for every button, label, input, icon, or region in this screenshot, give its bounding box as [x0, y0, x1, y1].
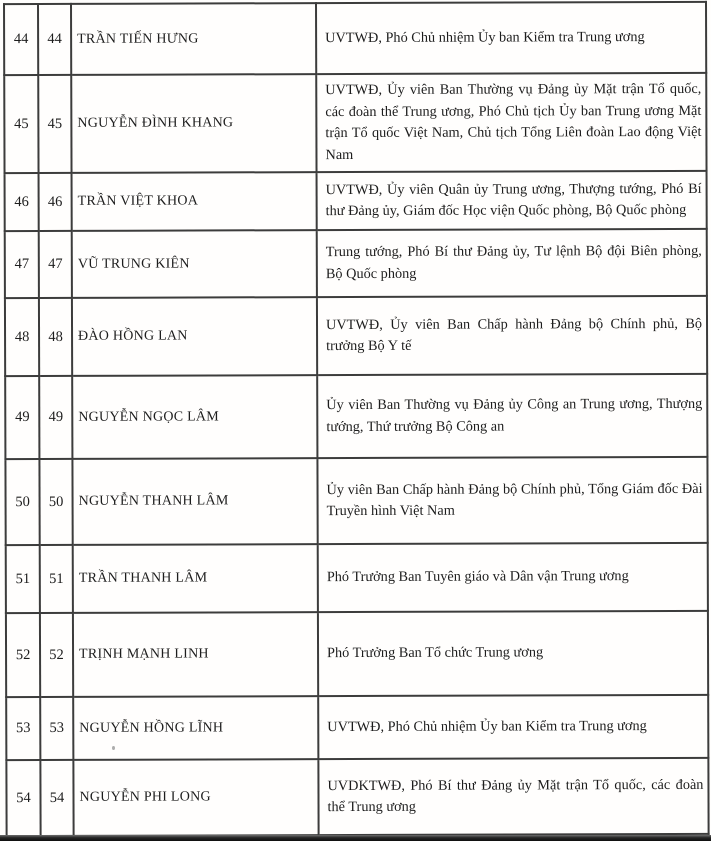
ordinal-cell: 46 [5, 173, 39, 231]
name-cell: ĐÀO HỒNG LAN [72, 297, 317, 376]
roster-table [3, 1, 708, 837]
name-cell: NGUYỄN ĐÌNH KHANG [71, 74, 316, 173]
ordinal-cell: 48 [5, 298, 39, 376]
position-cell: Trung tướng, Phó Bí thư Đảng ủy, Tư lệnh Bộ đội Biên phòng, Bộ Quốc phòng [317, 229, 707, 297]
ordinal-repeat-cell: 44 [38, 4, 71, 75]
ordinal-repeat-cell: 46 [39, 173, 72, 231]
table-row [4, 73, 706, 173]
position-cell: Phó Trưởng Ban Tổ chức Trung ương [318, 611, 708, 696]
table-row [6, 758, 708, 836]
roster-table-body [4, 2, 709, 836]
name-cell: NGUYỄN NGỌC LÂM [72, 375, 317, 459]
scan-edge-bar [0, 835, 711, 841]
position-cell: UVTWĐ, Ủy viên Ban Chấp hành Đảng bộ Chính phủ, Bộ trưởng Bộ Y tế [317, 296, 707, 375]
ordinal-repeat-cell: 47 [39, 231, 72, 298]
ordinal-cell: 49 [5, 376, 39, 459]
table-row [4, 2, 706, 75]
name-cell: TRỊNH MẠNH LINH [73, 612, 318, 697]
position-cell: Ủy viên Ban Thường vụ Đảng ủy Công an Trung ương, Thượng tướng, Thứ trưởng Bộ Công an [317, 374, 707, 458]
table-row [5, 171, 707, 231]
name-cell: TRẦN VIỆT KHOA [72, 172, 317, 231]
position-cell: Phó Trưởng Ban Tuyên giáo và Dân vận Trung ương [318, 543, 708, 612]
table-row [5, 457, 707, 545]
position-cell: UVTWĐ, Phó Chủ nhiệm Ủy ban Kiểm tra Trung ương [318, 695, 708, 759]
ordinal-repeat-cell: 54 [40, 760, 73, 836]
name-cell: TRẦN TIẾN HƯNG [71, 3, 316, 75]
name-cell: NGUYỄN HỒNG LĨNH [73, 696, 318, 760]
name-cell: NGUYỄN THANH LÂM [72, 458, 317, 545]
ordinal-cell: 51 [6, 545, 40, 613]
ordinal-repeat-cell: 49 [39, 376, 72, 459]
position-cell: UVTWĐ, Ủy viên Quân ủy Trung ương, Thượng tướng, Phó Bí thư Đảng ủy, Giám đốc Học viện Quốc phòng, Bộ Quốc phòng [317, 171, 707, 230]
table-row [5, 296, 707, 376]
ordinal-cell: 45 [4, 75, 38, 173]
position-cell: UVTWĐ, Ủy viên Ban Thường vụ Đảng ủy Mặt trận Tổ quốc, các đoàn thể Trung ương, Phó Chủ tịch Ủy ban Trung ương Mặt trận Tổ quốc Việt Nam, Chủ tịch Tổng Liên đoàn Lao động Việt Nam [316, 73, 706, 172]
table-row [6, 611, 708, 697]
ordinal-repeat-cell: 50 [39, 459, 72, 545]
ordinal-repeat-cell: 53 [40, 697, 73, 760]
table-row [5, 229, 707, 298]
table-row [6, 695, 708, 760]
ordinal-cell: 50 [5, 459, 39, 545]
ordinal-cell: 54 [6, 760, 40, 836]
position-cell: UVDKTWĐ, Phó Bí thư Đảng ủy Mặt trận Tổ quốc, các đoàn thể Trung ương [318, 758, 708, 835]
position-cell: Ủy viên Ban Chấp hành Đảng bộ Chính phủ, Tổng Giám đốc Đài Truyền hình Việt Nam [317, 457, 707, 544]
name-cell: VŨ TRUNG KIÊN [72, 230, 317, 298]
name-cell: TRẦN THANH LÂM [73, 544, 318, 613]
table-row [6, 543, 708, 613]
ordinal-repeat-cell: 51 [40, 545, 73, 613]
ordinal-repeat-cell: 52 [40, 613, 73, 697]
scan-speck [112, 746, 115, 750]
ordinal-repeat-cell: 45 [38, 75, 71, 173]
table-row [5, 374, 707, 459]
ordinal-cell: 47 [5, 231, 39, 298]
ordinal-cell: 52 [6, 613, 40, 697]
ordinal-cell: 53 [6, 697, 40, 760]
position-cell: UVTWĐ, Phó Chủ nhiệm Ủy ban Kiểm tra Trung ương [316, 2, 706, 74]
ordinal-cell: 44 [4, 4, 38, 75]
ordinal-repeat-cell: 48 [39, 298, 72, 376]
name-cell: NGUYỄN PHI LONG [73, 759, 318, 836]
